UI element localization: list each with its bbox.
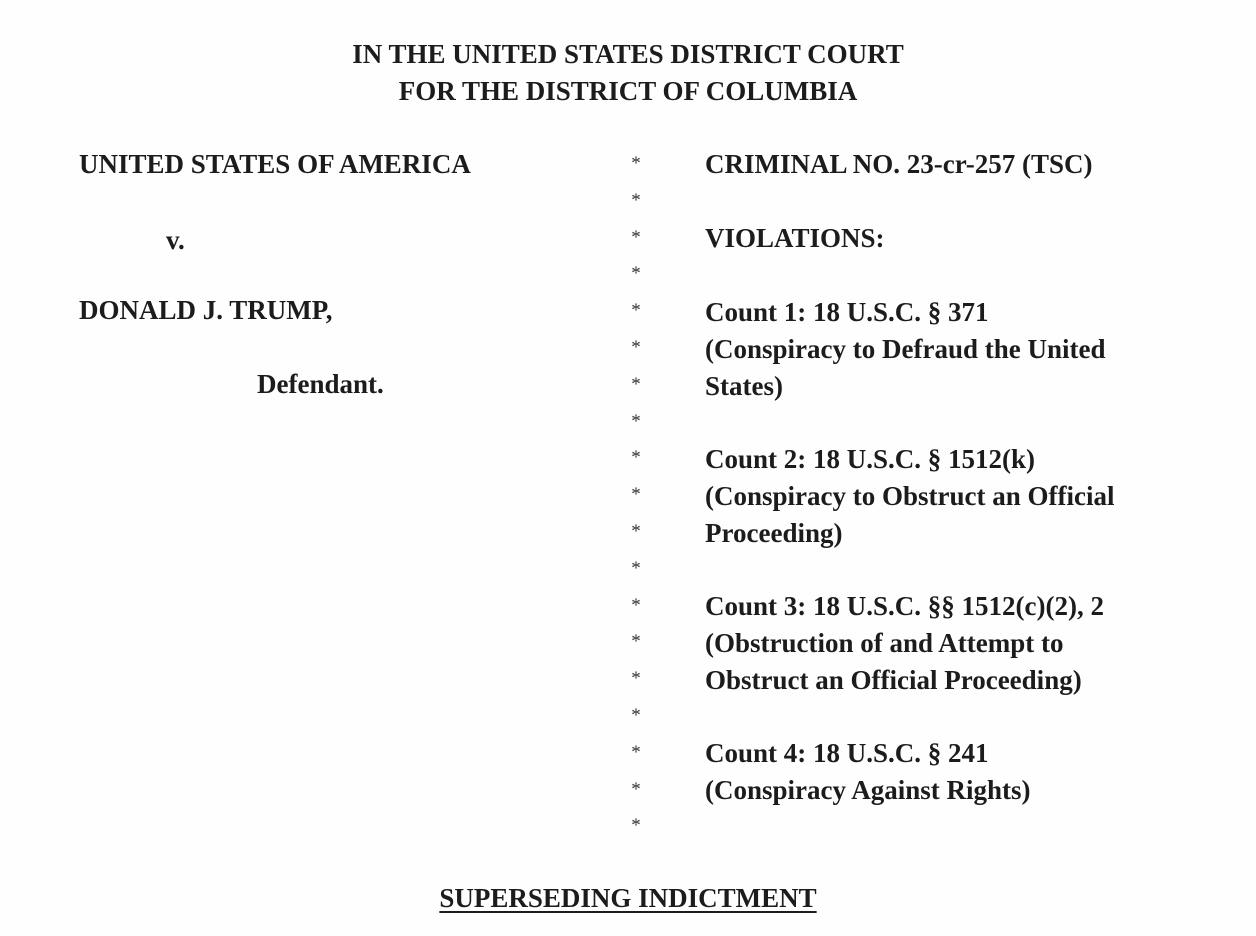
separator-star: * — [631, 520, 641, 542]
count-3-statute: Count 3: 18 U.S.C. §§ 1512(c)(2), 2 — [705, 591, 1104, 621]
count-1-description: (Conspiracy to Defraud the United — [705, 333, 1106, 364]
court-heading-line-1: IN THE UNITED STATES DISTRICT COURT — [352, 39, 904, 69]
case-number: CRIMINAL NO. 23-cr-257 (TSC) — [705, 149, 1093, 179]
defendant-label: Defendant. — [257, 369, 384, 399]
count-1-description-cont: States) — [705, 370, 783, 401]
separator-star: * — [631, 557, 641, 579]
separator-star: * — [631, 226, 641, 248]
separator-star: * — [631, 300, 641, 322]
count-3-description-cont: Obstruct an Official Proceeding) — [705, 664, 1082, 695]
document-title — [0, 880, 1256, 916]
separator-star: * — [631, 668, 641, 690]
count-1 — [705, 294, 1105, 404]
separator-star: * — [631, 447, 641, 469]
count-2-description-cont: Proceeding) — [705, 517, 843, 548]
separator-star: * — [631, 594, 641, 616]
court-heading — [0, 36, 1256, 110]
separator-star: * — [631, 484, 641, 506]
separator-star: * — [631, 741, 641, 763]
defendant-name: DONALD J. TRUMP, — [79, 295, 333, 325]
plaintiff-name: UNITED STATES OF AMERICA — [79, 149, 471, 179]
count-3-description: (Obstruction of and Attempt to — [705, 627, 1064, 658]
count-2-statute: Count 2: 18 U.S.C. § 1512(k) — [705, 444, 1036, 474]
separator-star: * — [631, 263, 641, 285]
caption-separator — [624, 146, 648, 845]
document-title-text: SUPERSEDING INDICTMENT — [439, 883, 817, 913]
count-3 — [705, 588, 1104, 698]
count-4-statute: Count 4: 18 U.S.C. § 241 — [705, 738, 989, 768]
count-2-description: (Conspiracy to Obstruct an Official — [705, 480, 1115, 511]
versus-label: v. — [166, 225, 185, 255]
separator-star: * — [631, 815, 641, 837]
count-4 — [705, 735, 1031, 809]
separator-star: * — [631, 631, 641, 653]
violations-label: VIOLATIONS: — [705, 223, 885, 253]
count-4-description: (Conspiracy Against Rights) — [705, 774, 1031, 805]
count-1-statute: Count 1: 18 U.S.C. § 371 — [705, 297, 989, 327]
separator-star: * — [631, 704, 641, 726]
count-2 — [705, 441, 1114, 551]
separator-star: * — [631, 336, 641, 358]
separator-star: * — [631, 410, 641, 432]
separator-star: * — [631, 189, 641, 211]
separator-star: * — [631, 373, 641, 395]
court-heading-line-2: FOR THE DISTRICT OF COLUMBIA — [398, 76, 858, 106]
separator-star: * — [631, 153, 641, 174]
separator-star: * — [631, 778, 641, 800]
